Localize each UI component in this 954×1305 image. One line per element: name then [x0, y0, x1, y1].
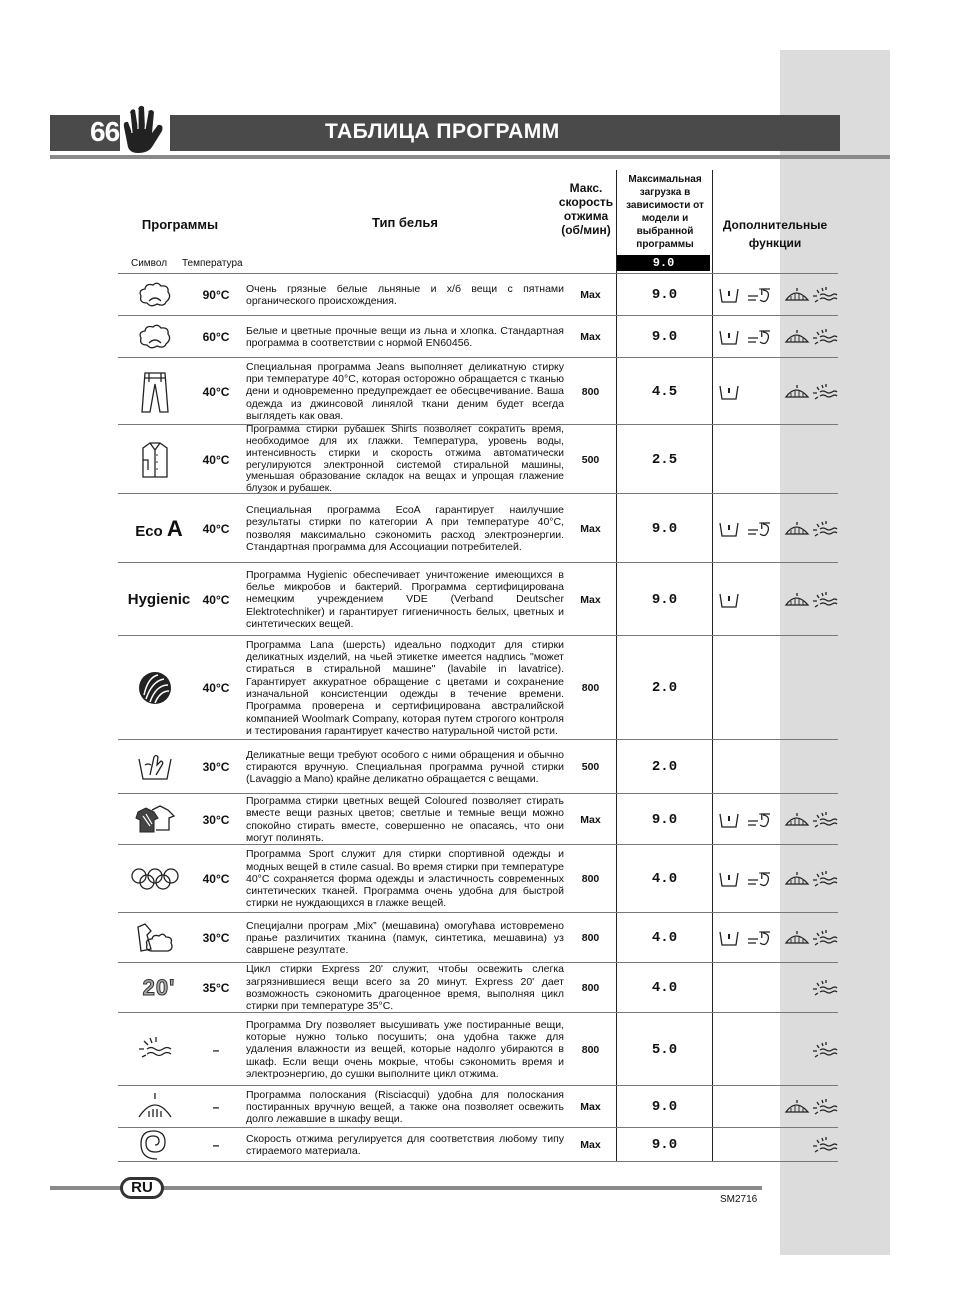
- spin-speed-cell-text: Max: [580, 1139, 601, 1151]
- max-load-cell: [617, 494, 712, 563]
- max-load-cell: [617, 1128, 712, 1162]
- easy-iron-icon: [784, 1098, 810, 1121]
- max-load-cell: [617, 1013, 712, 1086]
- functions-cell: [714, 794, 838, 845]
- max-load-cell-text: 9.0: [651, 329, 678, 345]
- max-load-cell: [617, 425, 712, 494]
- max-load-cell-text: 4.0: [651, 930, 678, 946]
- program-row: [118, 1086, 838, 1128]
- description-cell-text: Скорость отжима регулируется для соответствия любому типу стираемого материала.: [246, 1132, 564, 1157]
- dry-icon: [812, 1041, 838, 1066]
- temperature-cell: [196, 845, 236, 913]
- page-number: 66: [90, 116, 120, 147]
- temperature-header: Температура: [182, 258, 243, 269]
- max-load-header: Максимальная загрузка в зависимости от модели и выбранной программы: [626, 174, 704, 250]
- program-row: [118, 494, 838, 563]
- spin-speed-cell-text: Max: [580, 289, 601, 301]
- dry-icon: [812, 979, 838, 1004]
- temperature-cell: [196, 636, 236, 740]
- prewash-icon: [718, 811, 740, 834]
- max-load-cell-text: 9.0: [651, 1099, 678, 1115]
- max-load-cell-text: 4.0: [651, 980, 678, 996]
- easy-iron-icon: [784, 591, 810, 614]
- spin-speed-cell-text: Max: [580, 331, 601, 343]
- spin-speed-cell: [564, 740, 617, 794]
- temperature-cell-text: 40°C: [202, 452, 230, 467]
- dry-icon: [812, 591, 838, 616]
- functions-cell: [714, 1013, 838, 1086]
- description-cell-text: Цикл стирки Express 20' служит, чтобы освежить слегка загрязнившиеся вещи всего за 20 минут. Express 20' дает возможность сэкономить драгоценное время, выполняя цикл стирки при температуре 35°С.: [246, 963, 564, 1013]
- dry-icon: [812, 520, 838, 545]
- functions-cell: [714, 913, 838, 963]
- spin-speed-cell-text: 500: [581, 761, 600, 773]
- program-row: [118, 425, 838, 494]
- description-cell-text: Программа полоскания (Risciacqui) удобна для полоскания постиранных вручную вещей, а также она позволяет освежить долго лежавшие в шкафу вещи.: [246, 1088, 564, 1126]
- max-load-cell-text: 9.0: [651, 591, 678, 608]
- max-load-cell: [617, 316, 712, 358]
- description-cell-text: Программа Sport служит для стирки спортивной одежды и модных вещей в стиле casual. Во время стирки при температуре 40°С сохраняется форма одежды и эластичность современных синтетических тканей. Программа очень удобна для быстрой стирки не нуждающихся в глажке вещей.: [246, 848, 564, 910]
- max-load-cell: [617, 563, 712, 636]
- prewash-icon: [718, 286, 740, 309]
- spin-speed-cell: [564, 1128, 617, 1162]
- max-load-cell: [617, 794, 712, 845]
- express-20: [118, 963, 200, 1013]
- sport-icon: [114, 845, 196, 913]
- laundry-type-header: Тип белья: [372, 215, 438, 230]
- description-cell-text: Специальная программа Jeans выполняет деликатную стирку при температуре 40°С, которая осторожно обращается с тканью дени и одновременно предупреждает ее обесцвечивание. Ваша одежда из джинсовой линялой ткани деним будет всегда выглядеть как овая.: [246, 360, 564, 422]
- prewash-icon: [718, 383, 740, 406]
- description-cell: [246, 425, 564, 494]
- spin-speed-cell: [564, 913, 617, 963]
- spin-speed-cell-text: Max: [580, 522, 601, 535]
- max-load-cell-text: 9.0: [651, 520, 678, 537]
- spin-speed-cell: [564, 636, 617, 740]
- program-row: [118, 274, 838, 316]
- stain-icon: [746, 811, 772, 834]
- spin-speed-cell-text: Max: [580, 593, 601, 606]
- eco-a: [118, 494, 200, 563]
- dry-icon: [812, 870, 838, 895]
- doc-code: SM2716: [720, 1194, 758, 1205]
- svg-text:T: T: [759, 287, 765, 297]
- dry-icon: [114, 1013, 196, 1086]
- prewash-icon: [718, 870, 740, 893]
- description-cell: [246, 274, 564, 316]
- prewash-icon: [718, 328, 740, 351]
- page-title: ТАБЛИЦА ПРОГРАММ: [325, 120, 560, 143]
- hygienic: [118, 563, 200, 636]
- dry-icon: [812, 1136, 838, 1161]
- temperature-cell-text: 40°C: [202, 872, 230, 886]
- language-badge: RU: [120, 1177, 164, 1199]
- cotton-icon: [114, 316, 196, 358]
- description-cell-text: Очень грязные белые льняные и х/б вещи с пятнами органического происхождения.: [246, 282, 564, 307]
- dry-icon: [812, 929, 838, 954]
- temperature-cell: [196, 1013, 236, 1086]
- extra-functions-header: Дополнительные функции: [722, 218, 828, 250]
- express-20-label: 20': [142, 975, 176, 1000]
- temperature-cell-text: 40°C: [202, 384, 230, 399]
- functions-cell: [714, 740, 838, 794]
- temperature-cell: [196, 1086, 236, 1128]
- program-row: [118, 636, 838, 740]
- description-cell-text: Программа Lana (шерсть) идеально подходит для стирки деликатных изделий, на чьей этикетке имеется надпись "может стираться в стиральной машине" (lavabile in lavatrice). Гарантирует аккуратное обращение с цветами и сохранение изначальной консистенции одежды в течение времени. Программа проверена и сертифицирована австралийской компанией Woolmark Company, которая путем строгого контроля и тестирования гарантирует качество натуральной чистой рсти.: [246, 638, 564, 737]
- title-underline: [50, 155, 890, 159]
- temperature-cell: [196, 1128, 236, 1162]
- max-load-cell-text: 2.0: [651, 759, 678, 775]
- shirt-icon: [114, 425, 196, 494]
- svg-text:T: T: [759, 811, 765, 822]
- max-load-cell: [617, 740, 712, 794]
- temperature-cell-text: 35°C: [202, 981, 230, 995]
- temperature-cell-text: 40°C: [202, 681, 230, 695]
- max-load-cell-text: 9.0: [651, 811, 678, 828]
- spin-speed-cell: [564, 963, 617, 1013]
- program-row: [118, 358, 838, 425]
- description-cell-text: Программа Dry позволяет высушивать уже постиранные вещи, которые нужно только посушить; она удобна также для удаления влажности из вещей, которые надолго убираются в шкаф. Если вещи очень мокрые, чтобы сэкономить время и электроэнергию, до сушки выполните цикл отжима.: [246, 1018, 564, 1080]
- max-load-cell-text: 2.5: [651, 451, 678, 468]
- spin-speed-cell: [564, 358, 617, 425]
- spin-speed-cell-text: 800: [581, 1043, 600, 1056]
- max-speed-header: Макс. скорость отжима (об/мин): [558, 181, 614, 237]
- spin-speed-cell-text: 800: [581, 932, 600, 944]
- description-cell-text: Программа стирки цветных вещей Coloured позволяет стирать вместе вещи разных цветов; светлые и темные вещи можно спокойно стирать вместе, совершенно не опасаясь, что они могут полинять.: [246, 794, 564, 844]
- description-cell: [246, 1013, 564, 1086]
- program-row: [118, 794, 838, 845]
- coloured-icon: [114, 794, 196, 845]
- easy-iron-icon: [784, 286, 810, 309]
- max-load-cell-text: 2.0: [651, 680, 678, 696]
- dry-icon: [812, 286, 838, 311]
- description-cell-text: Программа стирки рубашек Shirts позволяет сократить время, необходимое для их глажки. Температура, уровень воды, интенсивность стирки и скорость отжима автоматически регулируются электронной системой стиральной машины, уменьшая образование складок на вещах и упрощая глажение блузок и рубашек.: [246, 424, 564, 495]
- easy-iron-icon: [784, 383, 810, 406]
- functions-cell: [714, 563, 838, 636]
- temperature-cell: [196, 274, 236, 316]
- header-divider: [118, 273, 838, 274]
- temperature-cell: [196, 358, 236, 425]
- spin-speed-cell: [564, 794, 617, 845]
- spin-icon: [114, 1128, 196, 1162]
- description-cell: [246, 913, 564, 963]
- spin-speed-cell: [564, 425, 617, 494]
- stain-icon: [746, 328, 772, 351]
- svg-text:T: T: [759, 329, 765, 339]
- description-cell-text: Деликатные вещи требуют особого с ними обращения и обычно стираются вручную. Специальная программа ручной стирки (Lavaggio a Mano) крайне деликатно обращается с вещами.: [246, 748, 564, 786]
- temperature-cell-text: –: [212, 1138, 220, 1152]
- temperature-cell-text: 60°C: [202, 330, 230, 344]
- eco-label: [135, 516, 183, 542]
- dry-icon: [812, 1098, 838, 1123]
- max-load-cell-text: 9.0: [651, 287, 678, 303]
- stain-icon: [746, 929, 772, 952]
- functions-cell: [714, 316, 838, 358]
- functions-cell: [714, 845, 838, 913]
- programs-header: Программы: [141, 217, 219, 232]
- hygienic-label: Hygienic: [127, 591, 191, 608]
- temperature-cell: [196, 794, 236, 845]
- spin-speed-cell: [564, 274, 617, 316]
- temperature-cell: [196, 963, 236, 1013]
- max-load-cell: [617, 636, 712, 740]
- rinse-icon: [114, 1086, 196, 1128]
- prewash-icon: [718, 591, 740, 614]
- functions-cell: [714, 274, 838, 316]
- jeans-icon: [114, 358, 196, 425]
- description-cell-text: Специальная программа EcoA гарантирует наилучшие результаты стирки по категории А при температуре 40°С, позволяя максимально сэкономить расход электроэнергии. Стандартная программа для Ассоциации потребителей.: [246, 503, 564, 553]
- functions-cell: [714, 1128, 838, 1162]
- max-load-cell-text: 5.0: [651, 1041, 678, 1058]
- temperature-cell: [196, 425, 236, 494]
- stain-icon: [746, 286, 772, 309]
- easy-iron-icon: [784, 520, 810, 543]
- temperature-cell: [196, 316, 236, 358]
- functions-cell: [714, 425, 838, 494]
- max-load-cell: [617, 274, 712, 316]
- hand-icon: [120, 103, 170, 155]
- temperature-cell-text: –: [212, 1042, 220, 1057]
- temperature-cell: [196, 494, 236, 563]
- svg-text:T: T: [759, 871, 765, 881]
- spin-speed-cell-text: 800: [581, 873, 600, 885]
- eco-letter: A: [166, 515, 183, 541]
- temperature-cell-text: 30°C: [202, 812, 230, 827]
- eco-text: Eco: [135, 522, 163, 540]
- description-cell: [246, 794, 564, 845]
- description-cell-text: Специјални програм „Mix” (мешавина) омогућава истовремено прање различитих тканина (памук, синтетика, мешавина) уз савршене резултате.: [246, 919, 564, 957]
- svg-text:T: T: [759, 520, 765, 531]
- max-load-cell-text: 4.5: [651, 383, 678, 400]
- description-cell: [246, 636, 564, 740]
- temperature-cell: [196, 740, 236, 794]
- spin-speed-cell-text: 500: [581, 453, 600, 466]
- dry-icon: [812, 328, 838, 353]
- description-cell: [246, 963, 564, 1013]
- prewash-icon: [718, 929, 740, 952]
- spin-speed-cell-text: Max: [580, 1101, 601, 1113]
- capacity-badge: 9.0: [617, 255, 710, 271]
- spin-speed-cell: [564, 563, 617, 636]
- description-cell: [246, 316, 564, 358]
- stain-icon: [746, 520, 772, 543]
- svg-text:T: T: [759, 930, 765, 940]
- temperature-cell-text: –: [212, 1100, 220, 1114]
- easy-iron-icon: [784, 929, 810, 952]
- dry-icon: [812, 811, 838, 836]
- max-load-cell-text: 9.0: [651, 1137, 678, 1153]
- spin-speed-cell-text: 800: [581, 385, 600, 398]
- program-row: [118, 316, 838, 358]
- stain-icon: [746, 870, 772, 893]
- description-cell: [246, 845, 564, 913]
- program-row: [118, 913, 838, 963]
- temperature-cell-text: 40°C: [202, 592, 230, 607]
- functions-cell: [714, 494, 838, 563]
- description-cell-text: Программа Hygienic обеспечивает уничтожение имеющихся в белье микробов и бактерий. Программа сертифицирована немецким учреждением VDE (Verband Deutscher Elektrotechniker) и гарантирует гигиеничность белых, цветных и синтетических вещей.: [246, 568, 564, 630]
- max-load-cell: [617, 963, 712, 1013]
- mix-icon: [114, 913, 196, 963]
- dry-icon: [812, 383, 838, 408]
- temperature-cell-text: 30°C: [202, 931, 230, 945]
- easy-iron-icon: [784, 870, 810, 893]
- description-cell-text: Белые и цветные прочные вещи из льна и хлопка. Стандартная программа в соответствии с нормой EN60456.: [246, 324, 564, 349]
- temperature-cell: [196, 913, 236, 963]
- spin-speed-cell: [564, 1013, 617, 1086]
- spin-speed-cell-text: Max: [580, 813, 601, 826]
- spin-speed-cell-text: 800: [581, 982, 600, 994]
- program-row: [118, 740, 838, 794]
- program-row: [118, 1128, 838, 1162]
- max-load-cell: [617, 1086, 712, 1128]
- description-cell: [246, 494, 564, 563]
- spin-speed-cell: [564, 1086, 617, 1128]
- temperature-cell: [196, 563, 236, 636]
- spin-speed-cell: [564, 494, 617, 563]
- spin-speed-cell: [564, 316, 617, 358]
- description-cell: [246, 740, 564, 794]
- program-row: [118, 963, 838, 1013]
- temperature-cell-text: 40°C: [202, 521, 230, 536]
- description-cell: [246, 563, 564, 636]
- max-load-cell: [617, 358, 712, 425]
- handwash-icon: [114, 740, 196, 794]
- easy-iron-icon: [784, 328, 810, 351]
- spin-speed-cell: [564, 845, 617, 913]
- easy-iron-icon: [784, 811, 810, 834]
- wool-icon: [114, 636, 196, 740]
- max-load-cell-text: 4.0: [651, 871, 678, 887]
- description-cell: [246, 358, 564, 425]
- cotton-icon: [114, 274, 196, 316]
- program-row: [118, 1013, 838, 1086]
- symbol-header: Символ: [131, 258, 168, 269]
- functions-cell: [714, 358, 838, 425]
- functions-cell: [714, 963, 838, 1013]
- functions-cell: [714, 636, 838, 740]
- temperature-cell-text: 30°C: [202, 760, 230, 774]
- description-cell: [246, 1086, 564, 1128]
- description-cell: [246, 1128, 564, 1162]
- spin-speed-cell-text: 800: [581, 682, 600, 694]
- max-load-cell: [617, 845, 712, 913]
- prewash-icon: [718, 520, 740, 543]
- functions-cell: [714, 1086, 838, 1128]
- max-load-cell: [617, 913, 712, 963]
- program-row: [118, 845, 838, 913]
- program-row: [118, 563, 838, 636]
- temperature-cell-text: 90°C: [202, 288, 230, 302]
